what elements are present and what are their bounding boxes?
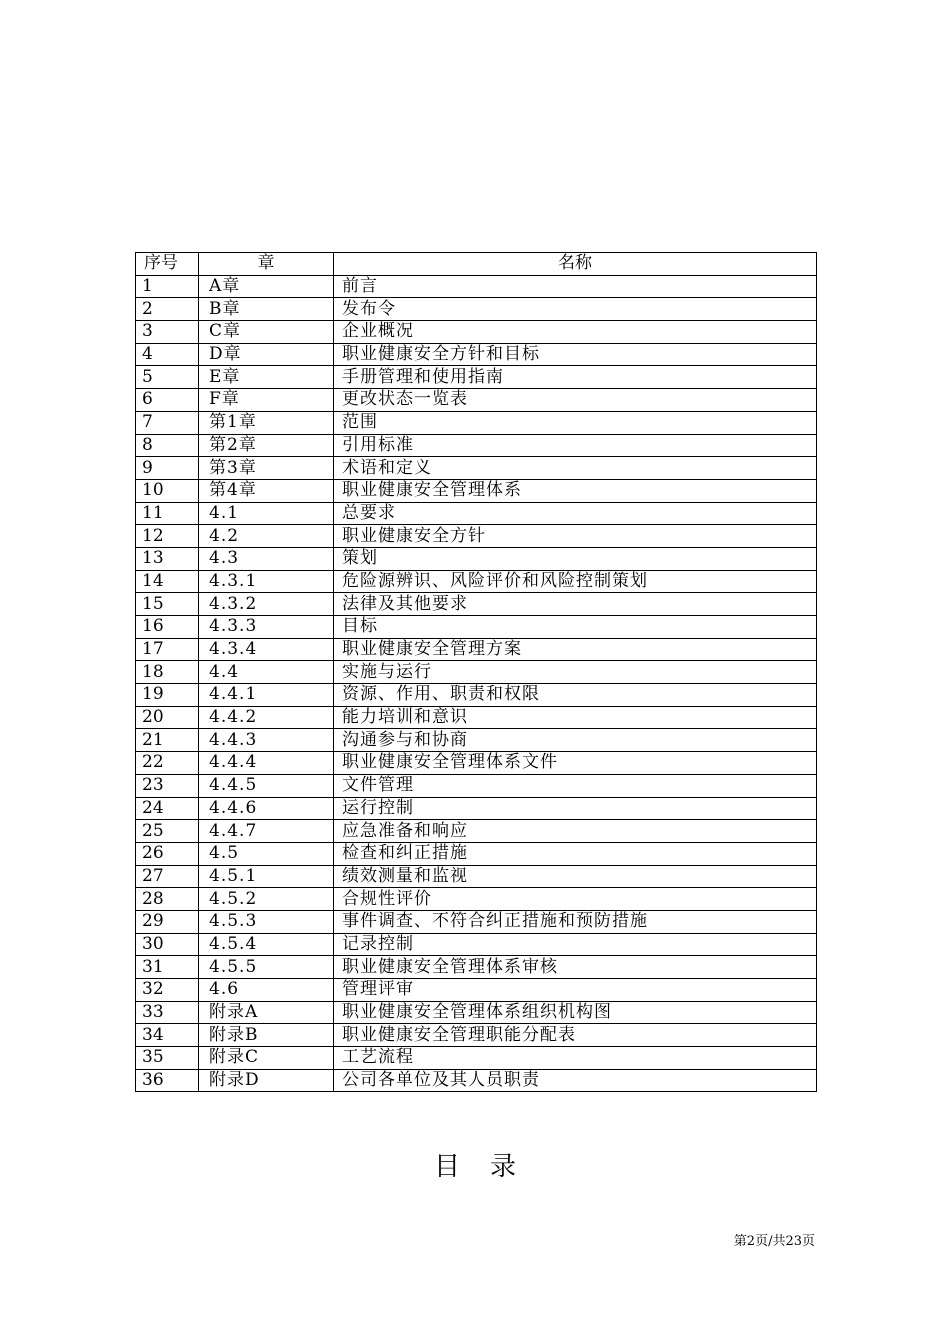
row-name: 范围 xyxy=(334,411,817,434)
row-chapter: 4.4.5 xyxy=(199,774,334,797)
row-seq: 34 xyxy=(136,1024,199,1047)
table-row xyxy=(136,321,817,344)
row-chapter: 附录C xyxy=(199,1047,334,1070)
row-seq: 27 xyxy=(136,865,199,888)
row-seq: 4 xyxy=(136,343,199,366)
row-seq: 30 xyxy=(136,933,199,956)
row-seq: 12 xyxy=(136,525,199,548)
row-seq: 1 xyxy=(136,275,199,298)
row-name: 职业健康安全管理职能分配表 xyxy=(334,1024,817,1047)
row-name: 策划 xyxy=(334,547,817,570)
row-name: 危险源辨识、风险评价和风险控制策划 xyxy=(334,570,817,593)
row-chapter: 4.3.1 xyxy=(199,570,334,593)
table-row xyxy=(136,411,817,434)
table-row xyxy=(136,547,817,570)
table-row xyxy=(136,933,817,956)
table-row xyxy=(136,729,817,752)
table-row xyxy=(136,774,817,797)
table-row xyxy=(136,1069,817,1092)
table-row xyxy=(136,820,817,843)
row-chapter: 附录D xyxy=(199,1069,334,1092)
row-seq: 7 xyxy=(136,411,199,434)
table-body xyxy=(136,275,817,1092)
row-chapter: 第4章 xyxy=(199,479,334,502)
row-name: 发布令 xyxy=(334,298,817,321)
row-chapter: 4.3.2 xyxy=(199,593,334,616)
row-seq: 5 xyxy=(136,366,199,389)
row-chapter: 4.6 xyxy=(199,979,334,1002)
table-row xyxy=(136,752,817,775)
table-row xyxy=(136,570,817,593)
row-chapter: 附录A xyxy=(199,1001,334,1024)
row-name: 能力培训和意识 xyxy=(334,706,817,729)
row-name: 职业健康安全管理体系 xyxy=(334,479,817,502)
row-chapter: 4.5.1 xyxy=(199,865,334,888)
row-seq: 11 xyxy=(136,502,199,525)
table-row xyxy=(136,888,817,911)
row-name: 前言 xyxy=(334,275,817,298)
row-name: 文件管理 xyxy=(334,774,817,797)
row-name: 职业健康安全管理体系审核 xyxy=(334,956,817,979)
row-name: 运行控制 xyxy=(334,797,817,820)
table-row xyxy=(136,389,817,412)
row-chapter: 4.4.2 xyxy=(199,706,334,729)
row-chapter: 4.1 xyxy=(199,502,334,525)
header-seq: 序号 xyxy=(136,253,199,276)
row-name: 职业健康安全方针和目标 xyxy=(334,343,817,366)
row-name: 引用标准 xyxy=(334,434,817,457)
row-name: 检查和纠正措施 xyxy=(334,842,817,865)
row-seq: 3 xyxy=(136,321,199,344)
row-name: 事件调查、不符合纠正措施和预防措施 xyxy=(334,910,817,933)
table-row xyxy=(136,366,817,389)
table-row xyxy=(136,479,817,502)
row-chapter: B章 xyxy=(199,298,334,321)
row-seq: 9 xyxy=(136,457,199,480)
table-row xyxy=(136,616,817,639)
row-name: 资源、作用、职责和权限 xyxy=(334,684,817,707)
row-seq: 10 xyxy=(136,479,199,502)
table-row xyxy=(136,343,817,366)
row-seq: 28 xyxy=(136,888,199,911)
row-chapter: 第1章 xyxy=(199,411,334,434)
row-chapter: 4.4.6 xyxy=(199,797,334,820)
row-name: 绩效测量和监视 xyxy=(334,865,817,888)
row-name: 手册管理和使用指南 xyxy=(334,366,817,389)
row-name: 职业健康安全方针 xyxy=(334,525,817,548)
row-name: 记录控制 xyxy=(334,933,817,956)
row-chapter: A章 xyxy=(199,275,334,298)
header-chapter: 章 xyxy=(199,253,334,276)
table-row xyxy=(136,593,817,616)
row-seq: 14 xyxy=(136,570,199,593)
row-name: 更改状态一览表 xyxy=(334,389,817,412)
row-chapter: 4.5.4 xyxy=(199,933,334,956)
table-row xyxy=(136,298,817,321)
row-name: 公司各单位及其人员职责 xyxy=(334,1069,817,1092)
row-chapter: 4.5.3 xyxy=(199,910,334,933)
row-chapter: 4.4.4 xyxy=(199,752,334,775)
row-seq: 17 xyxy=(136,638,199,661)
row-name: 合规性评价 xyxy=(334,888,817,911)
row-seq: 6 xyxy=(136,389,199,412)
row-chapter: D章 xyxy=(199,343,334,366)
row-chapter: F章 xyxy=(199,389,334,412)
row-seq: 24 xyxy=(136,797,199,820)
row-seq: 15 xyxy=(136,593,199,616)
table-row xyxy=(136,1001,817,1024)
page-title: 目录 xyxy=(433,1152,546,1182)
table-row xyxy=(136,910,817,933)
table-row xyxy=(136,865,817,888)
table-row xyxy=(136,1024,817,1047)
page-number: 第2页/共23页 xyxy=(733,1234,815,1249)
table-header-row xyxy=(136,253,817,276)
row-name: 术语和定义 xyxy=(334,457,817,480)
row-chapter: 4.3 xyxy=(199,547,334,570)
row-seq: 31 xyxy=(136,956,199,979)
row-seq: 32 xyxy=(136,979,199,1002)
row-chapter: C章 xyxy=(199,321,334,344)
table-row xyxy=(136,275,817,298)
row-seq: 23 xyxy=(136,774,199,797)
row-name: 实施与运行 xyxy=(334,661,817,684)
row-seq: 2 xyxy=(136,298,199,321)
row-seq: 29 xyxy=(136,910,199,933)
table-row xyxy=(136,661,817,684)
table-row xyxy=(136,457,817,480)
header-name: 名称 xyxy=(334,253,817,276)
row-chapter: 4.4.3 xyxy=(199,729,334,752)
table-row xyxy=(136,525,817,548)
row-name: 目标 xyxy=(334,616,817,639)
row-seq: 16 xyxy=(136,616,199,639)
table-row xyxy=(136,979,817,1002)
row-chapter: 4.4.1 xyxy=(199,684,334,707)
row-chapter: E章 xyxy=(199,366,334,389)
row-chapter: 4.2 xyxy=(199,525,334,548)
row-name: 应急准备和响应 xyxy=(334,820,817,843)
table-row xyxy=(136,706,817,729)
row-name: 管理评审 xyxy=(334,979,817,1002)
row-name: 工艺流程 xyxy=(334,1047,817,1070)
row-chapter: 4.5.5 xyxy=(199,956,334,979)
row-seq: 18 xyxy=(136,661,199,684)
row-seq: 21 xyxy=(136,729,199,752)
row-seq: 19 xyxy=(136,684,199,707)
row-seq: 20 xyxy=(136,706,199,729)
row-chapter: 4.5.2 xyxy=(199,888,334,911)
row-seq: 26 xyxy=(136,842,199,865)
row-chapter: 4.4.7 xyxy=(199,820,334,843)
row-chapter: 4.5 xyxy=(199,842,334,865)
table-row xyxy=(136,434,817,457)
table-row xyxy=(136,638,817,661)
row-name: 职业健康安全管理体系组织机构图 xyxy=(334,1001,817,1024)
row-seq: 22 xyxy=(136,752,199,775)
table-row xyxy=(136,1047,817,1070)
row-name: 法律及其他要求 xyxy=(334,593,817,616)
table-row xyxy=(136,956,817,979)
row-chapter: 第2章 xyxy=(199,434,334,457)
table-row xyxy=(136,797,817,820)
row-chapter: 第3章 xyxy=(199,457,334,480)
row-seq: 25 xyxy=(136,820,199,843)
row-chapter: 附录B xyxy=(199,1024,334,1047)
row-seq: 33 xyxy=(136,1001,199,1024)
row-name: 企业概况 xyxy=(334,321,817,344)
row-chapter: 4.3.4 xyxy=(199,638,334,661)
row-name: 职业健康安全管理体系文件 xyxy=(334,752,817,775)
table-row xyxy=(136,684,817,707)
row-name: 职业健康安全管理方案 xyxy=(334,638,817,661)
row-name: 沟通参与和协商 xyxy=(334,729,817,752)
row-seq: 8 xyxy=(136,434,199,457)
row-seq: 35 xyxy=(136,1047,199,1070)
row-chapter: 4.3.3 xyxy=(199,616,334,639)
toc-table xyxy=(135,252,817,1092)
table-row xyxy=(136,502,817,525)
row-name: 总要求 xyxy=(334,502,817,525)
table-row xyxy=(136,842,817,865)
row-chapter: 4.4 xyxy=(199,661,334,684)
row-seq: 13 xyxy=(136,547,199,570)
row-seq: 36 xyxy=(136,1069,199,1092)
